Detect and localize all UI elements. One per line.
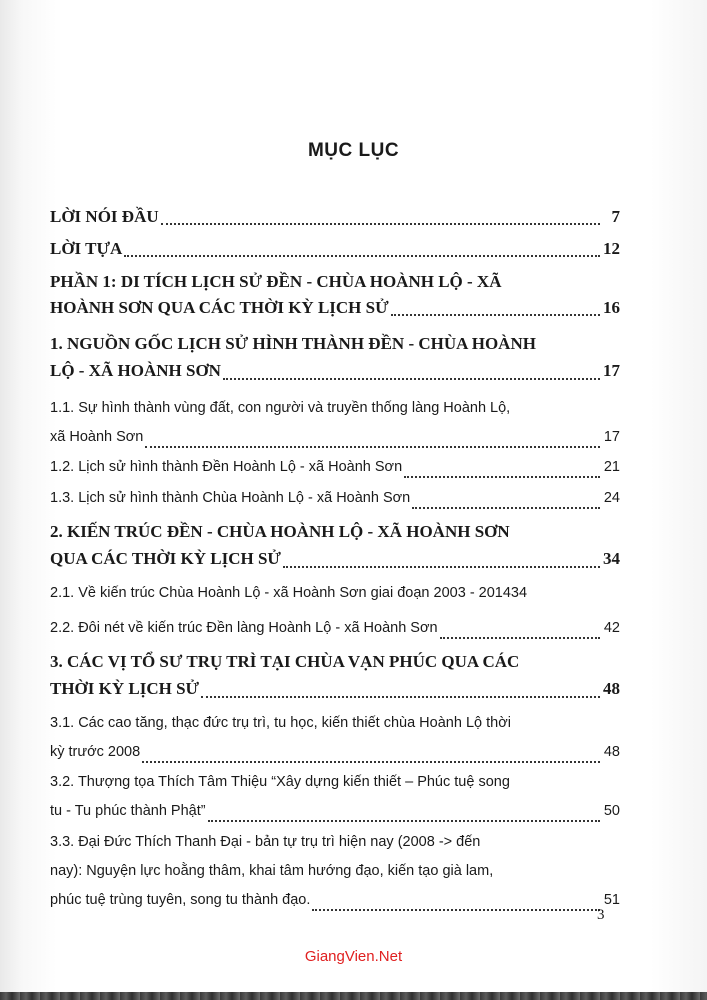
toc-entry-text: LỜI NÓI ĐẦU [50,207,159,226]
dot-leader [124,255,600,257]
toc-page-number: 51 [603,892,620,908]
toc-entry-loi-noi-dau[interactable] [50,205,620,229]
dot-leader [142,761,600,763]
toc-entry-phan-1[interactable] [50,270,620,320]
toc-entry-loi-tua[interactable] [50,237,620,261]
toc-page-number: 12 [603,239,620,258]
toc-entry-section-2[interactable] [50,518,620,572]
dot-leader [391,314,600,316]
toc-entry-text: phúc tuệ trùng tuyên, song tu thành đạo. [50,892,311,908]
toc-entry-text: 3.3. Đại Đức Thích Thanh Đại - bản tự trụ trì hiện nay (2008 -> đến [50,834,481,850]
toc-page-number: 42 [603,620,620,636]
dot-leader [283,566,600,568]
dot-leader [208,820,600,822]
toc-entry-text: xã Hoành Sơn [50,429,144,445]
scan-edge-strip [0,992,707,1000]
toc-entry-text: 1.2. Lịch sử hình thành Đền Hoành Lộ - xã Hoành Sơn [50,459,403,475]
toc-entry-text: QUA CÁC THỜI KỲ LỊCH SỬ [50,549,281,568]
toc-entry-3-1[interactable] [50,709,620,767]
toc-entry-2-2[interactable] [50,614,620,643]
toc-entry-text: LỜI TỰA [50,239,123,258]
toc-entry-text: 1.1. Sự hình thành vùng đất, con người và truyền thống làng Hoành Lộ, [50,400,511,416]
page-number: 3 [597,907,605,923]
toc-page-number: 7 [611,207,620,226]
toc-entry-text: 2. KIẾN TRÚC ĐỀN - CHÙA HOÀNH LỘ - XÃ HOÀNH SƠN [50,522,510,541]
toc-entry-text: kỳ trước 2008 [50,744,141,760]
toc-page-number: 50 [603,803,620,819]
toc-entry-text: 3.1. Các cao tăng, thạc đức trụ trì, tu học, kiến thiết chùa Hoành Lộ thời [50,715,511,731]
toc-entry-text: 3.2. Thượng tọa Thích Tâm Thiệu “Xây dựng kiến thiết – Phúc tuệ song [50,774,510,790]
dot-leader [145,446,600,448]
toc-page-number: 48 [603,679,620,698]
toc-entry-2-1[interactable] [50,579,630,608]
toc-entry-1-3[interactable] [50,484,620,513]
toc-entry-text: tu - Tu phúc thành Phật” [50,803,206,819]
dot-leader [312,909,600,911]
watermark-text: GiangVien.Net [304,948,403,965]
toc-entry-text: 1. NGUỒN GỐC LỊCH SỬ HÌNH THÀNH ĐỀN - CHÙA HOÀNH [50,334,536,353]
toc-page-number: 21 [603,459,620,475]
toc-entry-text: PHẦN 1: DI TÍCH LỊCH SỬ ĐỀN - CHÙA HOÀNH LỘ - XÃ [50,272,502,291]
toc-page-number: 24 [603,490,620,506]
toc-entry-1-1[interactable] [50,394,620,452]
toc-entry-text: 1.3. Lịch sử hình thành Chùa Hoành Lộ - xã Hoành Sơn [50,490,411,506]
toc-entry-text: nay): Nguyện lực hoằng thâm, khai tâm hướng đạo, kiến tạo già lam, [50,863,494,879]
toc-page-number: 48 [603,744,620,760]
toc-page-number: 17 [603,429,620,445]
toc-page-number: 17 [603,361,620,380]
page-title: MỤC LỤC [307,140,400,161]
dot-leader [161,223,600,225]
toc-entry-section-1[interactable] [50,330,620,384]
dot-leader [201,696,600,698]
toc-entry-section-3[interactable] [50,648,620,702]
toc-entry-text: HOÀNH SƠN QUA CÁC THỜI KỲ LỊCH SỬ [50,298,389,317]
toc-page-number: 34 [603,549,620,568]
toc-entry-text: 2.2. Đôi nét về kiến trúc Đền làng Hoành Lộ - xã Hoành Sơn [50,620,438,636]
toc-entry-3-2[interactable] [50,768,620,826]
toc-entry-text: LỘ - XÃ HOÀNH SƠN [50,361,221,380]
toc-entry-text: THỜI KỲ LỊCH SỬ [50,679,200,698]
dot-leader [440,637,600,639]
dot-leader [223,378,600,380]
toc-entry-text: 2.1. Về kiến trúc Chùa Hoành Lộ - xã Hoành Sơn giai đoạn 2003 - 201434 [50,585,528,601]
toc-page-number: 16 [603,298,620,317]
toc-entry-3-3[interactable] [50,828,620,915]
dot-leader [404,476,600,478]
dot-leader [412,507,600,509]
toc-entry-text: 3. CÁC VỊ TỔ SƯ TRỤ TRÌ TẠI CHÙA VẠN PHÚC QUA CÁC [50,652,520,671]
toc-entry-1-2[interactable] [50,453,620,482]
